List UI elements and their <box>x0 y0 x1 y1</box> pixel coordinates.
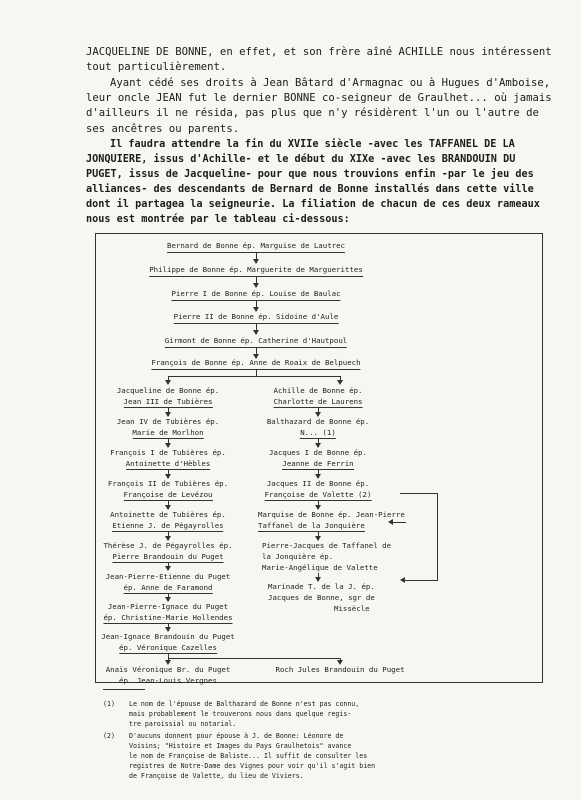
right-gen-7: Marinade T. de la J. ép. Jacques de Bonne, sgr de Missècle <box>268 582 375 613</box>
left-gen-4: François II de Tubières ép. Françoise de Levézou <box>107 479 229 499</box>
tree-gen-5: Girmont de Bonne ép. Catherine d'Hautpoul <box>165 335 347 348</box>
tree-gen-1: Bernard de Bonne ép. Marguise de Lautrec <box>167 240 345 253</box>
intro-paragraph-3: Il faudra attendre la fin du XVIIe siècle -avec les TAFFANEL DE LA JONQUIERE, issus d'Achille- et le début du XIXe -avec les BRANDOUIN DU PUGET, issus de Jacqueline- pour que nous trouvions enfin -par le jeu des alliances- des descendants de Bernard de Bonne installés dans cette ville dont il partagea la seigneurie. La filiation de chacun de ces deux rameaux nous est montrée par le tableau ci-dessous: <box>86 139 540 225</box>
tree-gen-6: François de Bonne ép. Anne de Roaix de Belpuech <box>151 357 360 370</box>
right-gen-bottom: Roch Jules Brandouin du Puget <box>275 665 405 674</box>
left-gen-5: Antoinette de Tubières ép. Etienne J. de Pégayrolles <box>110 510 226 530</box>
left-gen-3: François I de Tubières ép. Antoinette d'Hèbles <box>110 448 226 468</box>
left-gen-1: Jacqueline de Bonne ép. Jean III de Tubières <box>116 386 220 406</box>
left-gen-6: Thérèse J. de Pégayrolles ép. Pierre Brandouin du Puget <box>103 541 233 561</box>
left-gen-9: Jean-Ignace Brandouin du Puget ép. Véronique Cazelles <box>101 632 235 652</box>
tree-gen-3: Pierre I de Bonne ép. Louise de Baulac <box>171 288 340 301</box>
intro-paragraph-1: JACQUELINE DE BONNE, en effet, et son frère aîné ACHILLE nous intéressent tout particulièrement. <box>86 46 552 74</box>
left-gen-2: Jean IV de Tubières ép. Marie de Morlhon <box>116 417 220 437</box>
tree-gen-2: Philippe de Bonne ép. Marguerite de Marguerittes <box>149 264 363 277</box>
right-gen-6: Pierre-Jacques de Taffanel de la Jonquière ép. Marie-Angélique de Valette <box>262 541 392 572</box>
right-gen-4: Jacques II de Bonne ép. Françoise de Valette (2) <box>264 479 372 499</box>
left-gen-8: Jean-Pierre-Ignace du Puget ép. Christine-Marie Hollendes <box>103 602 233 622</box>
right-gen-3: Jacques I de Bonne ép. Jeanne de Ferrin <box>269 448 367 468</box>
tree-gen-4: Pierre II de Bonne ép. Sidoine d'Aule <box>174 311 339 324</box>
footnote-1: (1) Le nom de l'épouse de Balthazard de Bonne n'est pas connu, mais probablement le trouverons nous dans quelque regis- tre paroissial ou notarial. <box>103 700 360 728</box>
footnote-rule <box>103 689 145 690</box>
left-gen-7: Jean-Pierre-Etienne du Puget ép. Anne de Faramond <box>105 572 231 592</box>
right-gen-2: Balthazard de Bonne ép. N... (1) <box>266 417 370 437</box>
intro-paragraph-2: Ayant cédé ses droits à Jean Bâtard d'Armagnac ou à Hugues d'Amboise, leur oncle JEAN fut le dernier BONNE co-seigneur de Graulhet... où jamais d'ailleurs il ne résida, pas plus que n'y résidèrent l'un ou l'autre de ses ancêtres ou parents. <box>86 77 552 135</box>
right-gen-5: Marquise de Bonne ép. Jean-Pierre Taffanel de la Jonquière <box>258 510 405 530</box>
left-gen-10: Anaïs Véronique Br. du Puget ép. Jean-Louis Vergnes <box>105 665 231 685</box>
footnote-2: (2) D'aucuns donnent pour épouse à J. de Bonne: Léonore de Voisins; "Histoire et Images du Pays Graulhetois" avance le nom de Françoise de Baliste... Il suffit de consulter les registres de Notre-Dame des Vignes pour voir qu'il s'agit bien de Françoise de Valette, du lieu de Viviers. <box>103 732 376 780</box>
right-gen-1: Achille de Bonne ép. Charlotte de Laurens <box>273 386 363 406</box>
